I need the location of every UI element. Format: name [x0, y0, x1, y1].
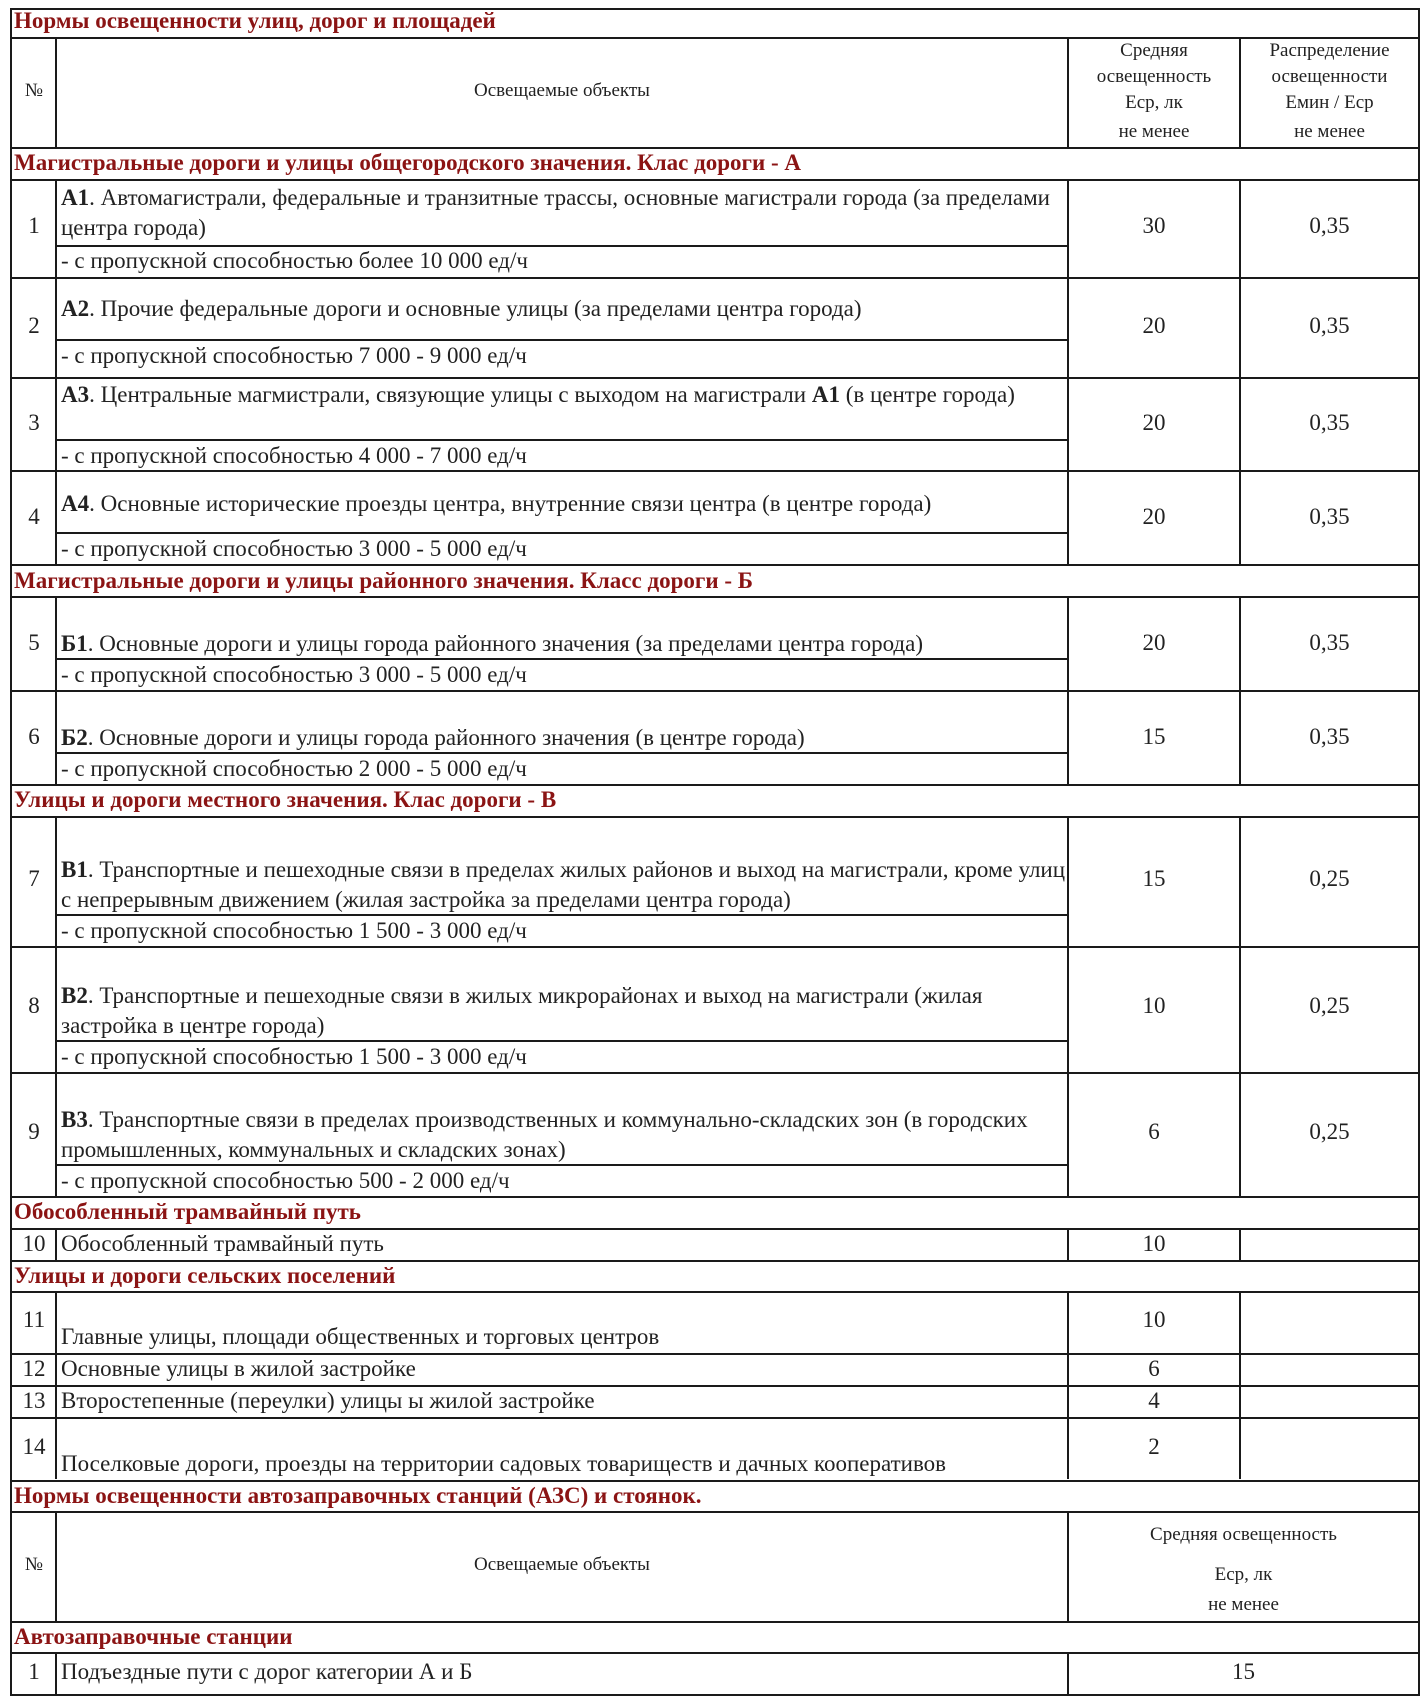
table-border-right — [1418, 8, 1420, 1696]
row-1-num: 1 — [28, 213, 40, 238]
row-9-capacity: - с пропускной способностью 500 - 2 000 ед/ч — [61, 1168, 510, 1193]
row-2-description — [61, 294, 1066, 324]
row-11-num: 11 — [22, 1307, 46, 1332]
row-9-description — [61, 1105, 1066, 1165]
row-6-text: . Основные дороги и улицы города районного значения (в центре города) — [87, 725, 805, 750]
row-8-description — [61, 981, 1066, 1041]
row-3-capacity: - с пропускной способностью 4 000 - 7 000 ед/ч — [61, 443, 527, 468]
road-class-code: В1 — [61, 857, 88, 882]
table-border-bottom — [10, 1694, 1420, 1696]
row-4-avg: 20 — [1142, 504, 1166, 529]
row-6-avg: 15 — [1142, 724, 1166, 749]
road-class-code: Б2 — [61, 725, 88, 750]
azs-header-num: № — [24, 1554, 44, 1575]
row-14-description: Поселковые дороги, проезды на территории садовых товариществ и дачных кооперативов — [61, 1451, 947, 1476]
col-divider — [55, 596, 57, 786]
header-dist-4: не менее — [1294, 121, 1365, 142]
row-4-description — [61, 489, 1066, 519]
azs-row-1-avg: 15 — [1232, 1659, 1255, 1684]
row-divider — [10, 596, 1420, 598]
row-2-text: . Прочие федеральные дороги и основные улицы (за пределами центра города) — [89, 296, 862, 321]
row-2-dist: 0,35 — [1309, 313, 1350, 338]
row-3-text: . Центральные магмистрали, связующие улицы с выходом на магистрали — [89, 382, 812, 407]
row-11-avg: 10 — [1142, 1307, 1166, 1332]
row-6-dist: 0,35 — [1309, 724, 1350, 749]
row-divider — [10, 690, 1420, 692]
row-7-description — [61, 855, 1066, 915]
col-divider — [1239, 1291, 1241, 1479]
row-5-num: 5 — [28, 630, 40, 655]
row-13-description: Второстепенные (переулки) улицы ы жилой застройке — [61, 1388, 595, 1413]
row-9-num: 9 — [28, 1119, 40, 1144]
row-2-avg: 20 — [1142, 313, 1166, 338]
row-9-dist: 0,25 — [1309, 1119, 1350, 1144]
row-5-text: . Основные дороги и улицы города районного значения (за пределами центра города) — [87, 631, 923, 656]
section-heading-class-a: Магистральные дороги и улицы общегородского значения. Клас дороги - А — [14, 150, 802, 175]
row-7-dist: 0,25 — [1309, 866, 1350, 891]
azs-header-avg-2: Еср, лк — [1214, 1564, 1273, 1585]
section-heading-class-b: Магистральные дороги и улицы районного значения. Класс дороги - Б — [14, 568, 753, 593]
row-1-dist: 0,35 — [1309, 213, 1350, 238]
col-divider — [1239, 596, 1241, 786]
header-objects: Освещаемые объекты — [474, 80, 650, 101]
row-3-num: 3 — [28, 410, 40, 435]
row-divider — [10, 946, 1420, 948]
row-14-num: 14 — [22, 1434, 46, 1459]
row-1-text: . Автомагистрали, федеральные и транзитные трассы, основные магистрали города (за пределами центра города) — [61, 185, 1050, 240]
row-7-capacity: - с пропускной способностью 1 500 - 3 000 ед/ч — [61, 918, 527, 943]
header-dist-1: Распределение — [1269, 40, 1390, 61]
row-5-avg: 20 — [1142, 630, 1166, 655]
row-1-avg: 30 — [1142, 213, 1166, 238]
row-7-avg: 15 — [1142, 866, 1166, 891]
road-class-code: А3 — [61, 382, 90, 407]
row-8-text: . Транспортные и пешеходные связи в жилых микрорайонах и выход на магистрали (жилая застройка в центре города) — [61, 983, 983, 1038]
row-4-dist: 0,35 — [1309, 504, 1350, 529]
section-heading-class-v: Улицы и дороги местного значения. Клас дороги - В — [14, 787, 557, 812]
row-2-capacity: - с пропускной способностью 7 000 - 9 000 ед/ч — [61, 343, 527, 368]
row-11-description: Главные улицы, площади общественных и торговых центров — [61, 1324, 660, 1349]
row-divider — [10, 1417, 1420, 1419]
row-3-description — [61, 380, 1066, 410]
row-8-dist: 0,25 — [1309, 993, 1350, 1018]
col-divider — [1239, 1228, 1241, 1262]
header-avg-2: освещенность — [1096, 66, 1212, 87]
header-dist-3: Емин / Еср — [1285, 92, 1374, 113]
row-10-avg: 10 — [1142, 1231, 1166, 1256]
azs-row-1-num: 1 — [28, 1659, 40, 1684]
azs-header-objects: Освещаемые объекты — [474, 1554, 650, 1575]
row-10-description: Обособленный трамвайный путь — [61, 1231, 384, 1256]
row-divider — [10, 277, 1420, 279]
row-1-capacity: - с пропускной способностью более 10 000 ед/ч — [61, 248, 528, 273]
road-class-code: А2 — [61, 296, 90, 321]
row-4-capacity: - с пропускной способностью 3 000 - 5 000 ед/ч — [61, 536, 527, 561]
header-avg-1: Средняя — [1120, 40, 1188, 61]
azs-header-avg-1: Средняя освещенность — [1150, 1524, 1337, 1545]
header-dist-2: освещенности — [1271, 66, 1388, 87]
row-5-description — [61, 629, 1066, 659]
header-avg-4: не менее — [1118, 121, 1190, 142]
row-7-text: . Транспортные и пешеходные связи в пределах жилых районов и выход на магистрали, кроме улиц с непрерывным движением (жилая застройка за пределами центра города) — [61, 857, 1066, 912]
road-class-code: Б1 — [61, 631, 88, 656]
row-divider — [10, 179, 1420, 181]
row-14-avg: 2 — [1148, 1434, 1160, 1459]
row-8-avg: 10 — [1142, 993, 1166, 1018]
section-heading-tram: Обособленный трамвайный путь — [14, 1199, 361, 1224]
section-heading-rural: Улицы и дороги сельских поселений — [14, 1263, 396, 1288]
row-divider — [10, 1652, 1420, 1654]
row-13-avg: 4 — [1148, 1388, 1160, 1413]
row-6-description — [61, 723, 1066, 753]
row-divider — [10, 816, 1420, 818]
row-12-description: Основные улицы в жилой застройке — [61, 1356, 416, 1381]
road-class-code: В2 — [61, 983, 88, 1008]
row-divider — [10, 377, 1420, 379]
road-class-code: А4 — [61, 491, 90, 516]
section-heading-azs-title: Нормы освещенности автозаправочных станций (АЗС) и стоянок. — [14, 1483, 702, 1508]
row-12-num: 12 — [22, 1356, 46, 1381]
row-6-capacity: - с пропускной способностью 2 000 - 5 000 ед/ч — [61, 756, 527, 781]
azs-row-1-description: Подъездные пути с дорог категории А и Б — [61, 1659, 473, 1684]
section-heading-azs: Автозаправочные станции — [14, 1624, 293, 1649]
row-divider — [10, 1291, 1420, 1293]
road-class-code: А1 — [61, 185, 90, 210]
row-divider — [10, 1072, 1420, 1074]
row-7-num: 7 — [28, 866, 40, 891]
row-8-capacity: - с пропускной способностью 1 500 - 3 000 ед/ч — [61, 1044, 527, 1069]
row-4-text: . Основные исторические проезды центра, внутренние связи центра (в центре города) — [89, 491, 932, 516]
row-1-description — [61, 183, 1066, 243]
row-divider — [10, 1511, 1420, 1513]
row-2-num: 2 — [28, 313, 40, 338]
row-4-num: 4 — [28, 504, 40, 529]
row-5-capacity: - с пропускной способностью 3 000 - 5 000 ед/ч — [61, 662, 527, 687]
road-class-code: А1 — [811, 382, 840, 407]
row-13-num: 13 — [22, 1388, 46, 1413]
row-3-avg: 20 — [1142, 410, 1166, 435]
table-title: Нормы освещенности улиц, дорог и площадей — [14, 8, 496, 33]
col-divider — [1067, 596, 1069, 786]
row-9-text: . Транспортные связи в пределах производственных и коммунально-складских зон (в городских промышленных, коммунальных и складских зонах) — [61, 1107, 1028, 1162]
row-8-num: 8 — [28, 993, 40, 1018]
row-12-avg: 6 — [1148, 1356, 1160, 1381]
row-3-dist: 0,35 — [1309, 410, 1350, 435]
row-6-num: 6 — [28, 724, 40, 749]
row-3-text-cont: (в центре города) — [839, 382, 1015, 407]
header-num: № — [24, 80, 44, 101]
row-9-avg: 6 — [1148, 1119, 1160, 1144]
road-class-code: В3 — [61, 1107, 88, 1132]
row-5-dist: 0,35 — [1309, 630, 1350, 655]
row-10-num: 10 — [22, 1231, 46, 1256]
azs-header-avg-3: не менее — [1208, 1594, 1279, 1615]
header-avg-3: Еср, лк — [1125, 92, 1183, 113]
